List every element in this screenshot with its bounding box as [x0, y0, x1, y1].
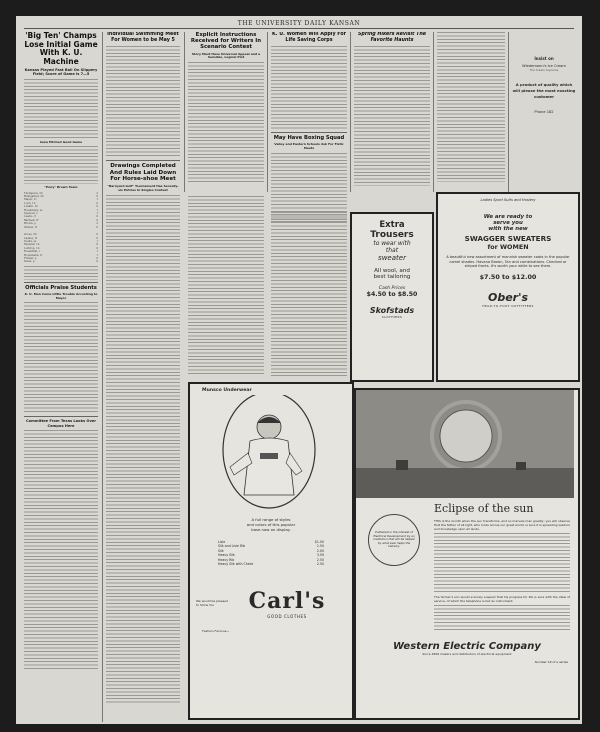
column-6 [437, 32, 505, 194]
ad-text: All wool, and [374, 268, 410, 274]
headline-swimming: Individual Swimming Meet For Women to be May 5 [107, 32, 179, 43]
brand-logo: Skofstads [369, 306, 415, 315]
trousers-ad [350, 212, 434, 382]
row-value: 1.50 [316, 544, 324, 549]
ad-text: with the new [488, 226, 528, 232]
row-label: Mosmer, 1b [24, 243, 40, 247]
row-label: Bumgarner, 3b [24, 195, 44, 199]
subhead-barnyard: "Barnyard Golf" Tournament Has Seventy-six Entries In Singles Contest [107, 183, 179, 192]
row-value: 0 [96, 218, 98, 222]
ad-text: Extra [379, 220, 405, 230]
box-score-kansas [24, 192, 98, 229]
eclipse-content [356, 498, 578, 631]
row-value: 0 [96, 233, 98, 237]
row-label: Mayer, 1f [24, 198, 37, 202]
row-value: 2.50 [316, 562, 324, 567]
article-text [271, 212, 347, 378]
caption: and colors of this popular [246, 522, 296, 527]
row-value: 0 [96, 215, 98, 219]
divider [106, 160, 180, 161]
column-rule [102, 32, 103, 722]
brand-sub: CLOTHIERS [381, 315, 403, 319]
newspaper-page [16, 16, 582, 724]
column-rule [433, 32, 434, 192]
article-text [106, 46, 180, 158]
row-label: Brown, p [24, 222, 36, 226]
ad-text: We are ready to [483, 214, 533, 220]
row-value: 1 [96, 253, 98, 257]
row-value: 0 [96, 236, 98, 240]
subhead-mayor: K. U. Men Come Little Trouble According to Mayor [24, 291, 98, 300]
row-value: 0 [96, 243, 98, 247]
ad-line: Wiedemann's Ice Cream [522, 64, 566, 68]
ad-body: The farmer's son would scarcely suspect that his progress for life is sure with the ideal of service, of which the telephone is but an instrument. [434, 595, 570, 603]
row-label: Silk [218, 548, 224, 553]
column-rule [508, 32, 509, 192]
subhead-kansas: Kansas Played Fast Ball On Slippery Field; Score of Game is 7—5 [24, 68, 98, 77]
box-score-iowa [24, 233, 98, 264]
column-4-continued [271, 212, 347, 378]
underwear-ad [188, 382, 354, 720]
article-text [354, 46, 430, 186]
row-value: 0 [96, 246, 98, 250]
column-4 [271, 32, 347, 222]
sweater-ad [436, 192, 580, 382]
row-label: Frazier, p [24, 256, 37, 260]
row-label: Barbeur, rf [24, 218, 39, 222]
ad-body: THIS is the month when the sun transforms, and so marvels man greatly; you will observe that the father of all light, who looks across our great world, is sure it is spreading wisdom and knowledge upon all lands. [434, 519, 570, 531]
ad-headline: Eclipse of the sun [434, 502, 534, 515]
ad-text: SWAGGER SWEATERS [464, 234, 552, 243]
article-text [24, 430, 98, 670]
row-label: Loyd, 1b [24, 201, 36, 205]
article-text [188, 196, 264, 376]
article-text [24, 302, 98, 414]
column-3-continued [188, 196, 264, 378]
row-label: Lisle [218, 540, 226, 544]
man-illustration [190, 395, 348, 513]
row-value: 0 [96, 195, 98, 199]
ad-text: Ladies Sport Suits and Hosiery [480, 198, 536, 202]
ad-text: sweater [378, 254, 406, 262]
subhead-iowa: Iowa Pitched Good Game [39, 139, 83, 144]
brand-logo: Carl's [248, 588, 326, 615]
article-text [437, 32, 505, 182]
row-value: 1 [96, 212, 98, 216]
article-text [188, 62, 264, 182]
row-label: Thompson, 2b [24, 191, 43, 195]
ad-text: for WOMEN [487, 243, 529, 251]
ad-text: Trousers [370, 230, 414, 240]
brand-sub: HEAD-TO-FOOT OUTFITTERS [482, 303, 534, 308]
caption: base now on display. [251, 527, 291, 532]
row-label: Heavy Silk with Check [218, 562, 254, 567]
row-label: Heavy Rib [218, 557, 235, 562]
divider [271, 132, 347, 133]
ad-sub: The Cream Supreme [529, 68, 559, 72]
ad-text: best tailoring [373, 274, 411, 280]
column-rule [267, 32, 268, 192]
masthead: THE UNIVERSITY DAILY KANSAN [237, 20, 361, 27]
column-2 [106, 32, 180, 722]
row-value: 2 [96, 191, 98, 195]
article-text [24, 79, 98, 139]
row-value: 1 [96, 250, 98, 254]
row-label: Voeltz, ss [24, 239, 37, 243]
row-label: Davis, p [24, 260, 35, 264]
divider [24, 416, 98, 417]
row-value: 2 [96, 222, 98, 226]
row-label: Gross, 3b [24, 233, 37, 237]
headline-horseshoe: Drawings Completed And Rules Laid Down For Horse-shoe Meet [109, 163, 177, 183]
column-5 [354, 32, 430, 194]
ad-title: Munsco Underwear [202, 388, 252, 393]
ad-price: $7.50 to $12.00 [479, 272, 537, 281]
subhead-story: Story Must Have Universal Appeal and a Sensible, Logical Plot [191, 51, 261, 60]
eclipse-ad [354, 388, 580, 720]
ad-footer [190, 588, 352, 619]
row-value: 1 [96, 198, 98, 202]
headline-life-saving: K. U. Women Will Apply For Life Saving Corps [271, 32, 346, 43]
row-label: Ohlson, rf [24, 225, 38, 229]
column-rule [184, 32, 185, 192]
row-label: Heavy Silk [218, 553, 235, 558]
ad-body: A product of quality which will please the most exacting customer [512, 82, 576, 99]
ad-text: that [385, 247, 399, 254]
eclipse-illustration [356, 390, 574, 498]
ad-price: $4.50 to $8.50 [366, 291, 418, 298]
row-label: Spencer, c [24, 212, 38, 216]
headline-hikers: Spring Hikers Revisit The Favorite Haunts [357, 32, 427, 43]
row-label: Hopemann, rf [24, 253, 43, 257]
row-value: 0 [96, 260, 98, 264]
row-label: Laskey, 1f [24, 236, 38, 240]
footer-note: We would be pleased to Show You [196, 599, 228, 607]
row-value: 0 [96, 205, 98, 209]
row-value: 3.50 [316, 553, 324, 558]
brand-sub: Since 1869 makers and distributors of electrical equipment [422, 652, 512, 656]
headline-boxing: May Have Boxing Squad [273, 135, 345, 142]
row-label: Silk and Lisle Rib [218, 544, 245, 549]
ad-text: to wear with [373, 240, 411, 247]
ad-text: Cash Prices [378, 286, 406, 291]
side-note-area [356, 498, 430, 631]
masthead-rule [24, 28, 574, 29]
ad-text: serve you [493, 220, 523, 226]
ice-cream-ad [512, 56, 576, 166]
row-label: Luskin, 1b [24, 205, 38, 209]
article-text [24, 266, 98, 280]
row-value: 1 [96, 208, 98, 212]
box-score-row [24, 260, 98, 263]
row-value: 0 [96, 256, 98, 260]
row-label: Rosenberg, ss [24, 208, 43, 212]
caption: A full range of styles [251, 517, 291, 522]
column-rule [350, 32, 351, 192]
column-3 [188, 32, 264, 194]
article-text [434, 533, 570, 593]
headline-big-ten: 'Big Ten' Champs Lose Initial Game With K. U. Machine [24, 32, 98, 66]
row-value: 2.50 [316, 557, 324, 562]
ad-body: A beautiful new assortment of mannish sweater coats in the popular camel shades. Havana Brown, Tan and combinations. Checked or striped fronts. It's worth your while to see them. [446, 255, 570, 269]
ad-title: Insist on [534, 56, 554, 61]
brand-logo: Western Electric Company [393, 641, 541, 652]
headline-scenario: Explicit Instructions Received for Writers In Scenario Contest [190, 32, 262, 51]
series-number: Number 16 of a series [534, 660, 568, 664]
row-value: 0 [96, 225, 98, 229]
row-value: 0 [96, 201, 98, 205]
article-text [24, 146, 98, 184]
column-1 [24, 32, 98, 722]
article-text [434, 605, 570, 631]
headline-texas: Committee From Texas Looks Over Campus Here [25, 419, 96, 428]
row-label: Lothrop, 1b [24, 246, 40, 250]
footnote: Fashion Famous— [202, 629, 230, 634]
ad-phone: Phone 182 [534, 110, 554, 114]
row-label: Rosenthal, c [24, 250, 41, 254]
row-value: 1 [96, 239, 98, 243]
article-text [271, 46, 347, 130]
article-text [106, 195, 180, 705]
row-value: 2.00 [316, 548, 324, 553]
brand-sub: GOOD CLOTHES [267, 614, 307, 620]
row-value: $1.00 [314, 540, 324, 544]
brand-logo: Ober's [487, 290, 529, 304]
price-row [218, 562, 324, 566]
side-note: Published in the interest of Electrical Development by an Institution that will be helped by what ever helps the Industry. [368, 514, 420, 566]
divider [24, 282, 98, 283]
price-table [218, 540, 324, 566]
headline-officials: Officials Praise Students [25, 284, 97, 291]
eclipse-text [430, 498, 578, 631]
table-title: "Pony" Brown Team [44, 185, 78, 190]
row-label: Leads, cf [24, 215, 36, 219]
subhead-valley: Valley and Eastern Schools Ask For Fistic Meets [274, 142, 344, 150]
